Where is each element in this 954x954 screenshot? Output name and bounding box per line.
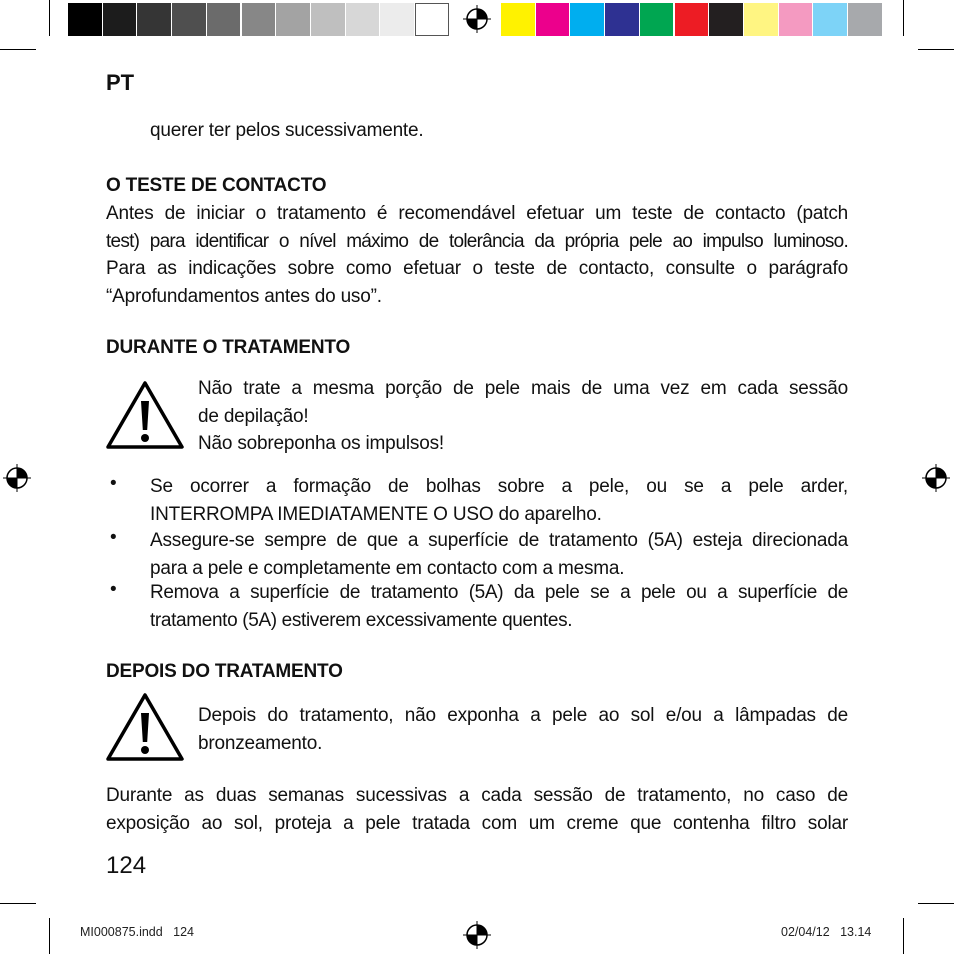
paragraph-line: test) para identificar o nível máximo de tolerância da própria pele ao impulso luminoso. — [106, 230, 848, 252]
list-item-line: Remova a superfície de tratamento (5A) da pele se a pele ou a superfície de — [150, 582, 848, 603]
paragraph-line: “Aprofundamentos antes do uso”. — [106, 285, 382, 307]
gray-swatch — [276, 3, 310, 36]
crop-mark — [918, 903, 954, 904]
after-warning-text — [198, 702, 848, 757]
section-heading-contact-test: O TESTE DE CONTACTO — [106, 175, 327, 196]
slug-time: 13.14 — [840, 925, 872, 939]
color-swatch — [744, 3, 778, 36]
gray-swatch — [68, 3, 102, 36]
gray-swatch — [172, 3, 206, 36]
list-item-line: para a pele e completamente em contacto com a mesma. — [150, 557, 625, 579]
crop-mark — [918, 49, 954, 50]
warning-line: Não sobreponha os impulsos! — [198, 433, 444, 454]
crop-mark — [49, 0, 50, 36]
gray-swatch — [207, 3, 241, 36]
after-paragraph — [106, 782, 848, 837]
color-swatch — [570, 3, 604, 36]
color-swatch — [605, 3, 639, 36]
list-item-line-rest: do aparelho. — [493, 503, 602, 525]
slug-date-info — [781, 925, 871, 939]
gray-swatch — [137, 3, 171, 36]
page-number: 124 — [106, 852, 147, 879]
warning-line: bronzeamento. — [198, 732, 323, 754]
paragraph-line: Durante as duas semanas sucessivas a cada sessão de tratamento, no caso de — [106, 785, 848, 806]
paragraph-line: Antes de iniciar o tratamento é recomendável efetuar um teste de contacto (patch — [106, 203, 848, 224]
bullet-symbol: • — [110, 579, 117, 600]
color-swatch — [640, 3, 674, 36]
emphasis-caps: INTERROMPA IMEDIATAMENTE O USO — [150, 503, 494, 525]
gray-swatch — [103, 3, 137, 36]
gray-swatch — [311, 3, 345, 36]
color-swatch — [536, 3, 570, 36]
paragraph-line: exposição ao sol, proteja a pele tratada com um creme que contenha filtro solar — [106, 812, 848, 834]
slug-page: 124 — [173, 925, 194, 939]
slug-date: 02/04/12 — [781, 925, 830, 939]
registration-mark-icon — [921, 463, 951, 493]
gray-swatch — [242, 3, 276, 36]
list-item — [150, 473, 848, 528]
bullet-symbol: • — [110, 527, 117, 548]
warning-line: Depois do tratamento, não exponha a pele ao sol e/ou a lâmpadas de — [198, 705, 848, 726]
color-swatch — [675, 3, 709, 36]
color-swatch — [779, 3, 813, 36]
contact-test-paragraph — [106, 200, 848, 310]
warning-line: de depilação! — [198, 405, 309, 427]
intro-line: querer ter pelos sucessivamente. — [150, 120, 424, 141]
list-item-line: Assegure-se sempre de que a superfície de tratamento (5A) esteja direcionada — [150, 530, 848, 551]
slug-file-name: MI000875.indd — [80, 925, 163, 939]
crop-mark — [903, 918, 904, 954]
color-swatch — [501, 3, 535, 36]
list-item — [150, 579, 848, 634]
during-warning-text — [198, 375, 848, 458]
crop-mark — [49, 918, 50, 954]
color-swatch — [848, 3, 882, 36]
warning-line: Não trate a mesma porção de pele mais de uma vez em cada sessão — [198, 378, 848, 399]
slug-file-info — [80, 925, 194, 939]
list-item-line — [150, 501, 848, 529]
registration-mark-icon — [462, 920, 492, 950]
bullet-symbol: • — [110, 473, 117, 494]
list-item-line: Se ocorrer a formação de bolhas sobre a pele, ou se a pele arder, — [150, 476, 848, 497]
paragraph-line: Para as indicações sobre como efetuar o teste de contacto, consulte o parágrafo — [106, 258, 848, 279]
gray-swatch — [380, 3, 414, 36]
crop-mark — [0, 903, 36, 904]
language-code: PT — [106, 70, 135, 95]
registration-mark-icon — [2, 463, 32, 493]
crop-mark — [0, 49, 36, 50]
color-swatch — [709, 3, 743, 36]
section-heading-after: DEPOIS DO TRATAMENTO — [106, 661, 343, 682]
gray-swatch — [415, 3, 449, 36]
registration-mark-icon — [462, 4, 492, 34]
warning-triangle-icon — [104, 379, 186, 451]
gray-swatch — [346, 3, 380, 36]
color-swatch — [813, 3, 847, 36]
section-heading-during: DURANTE O TRATAMENTO — [106, 337, 351, 358]
list-item-line: tratamento (5A) estiverem excessivamente quentes. — [150, 609, 573, 631]
warning-triangle-icon — [104, 691, 186, 763]
list-item — [150, 527, 848, 582]
crop-mark — [903, 0, 904, 36]
